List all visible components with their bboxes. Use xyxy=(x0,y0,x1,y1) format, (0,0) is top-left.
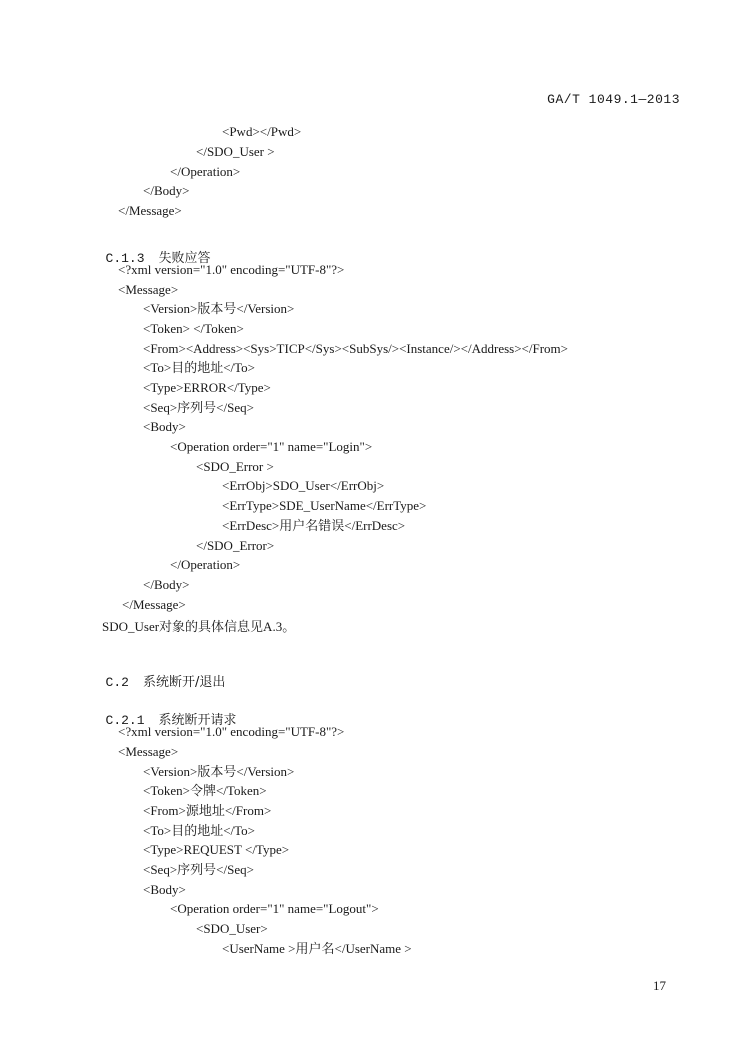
section-title: 系统断开/退出 xyxy=(142,675,226,690)
xml-line: <ErrType>SDE_UserName</ErrType> xyxy=(222,498,427,513)
xml-line: <Seq>序列号</Seq> xyxy=(143,862,254,877)
xml-line: </SDO_User > xyxy=(196,144,275,159)
xml-line: </Body> xyxy=(143,183,190,198)
xml-line: <To>目的地址</To> xyxy=(143,360,256,375)
xml-line: <Message> xyxy=(118,744,179,759)
xml-line: </Body> xyxy=(143,577,190,592)
xml-line: <Token> </Token> xyxy=(143,321,244,336)
xml-line: </Operation> xyxy=(170,164,241,179)
xml-line: <ErrObj>SDO_User</ErrObj> xyxy=(222,478,385,493)
xml-line: <Seq>序列号</Seq> xyxy=(143,400,254,415)
xml-line: <From><Address><Sys>TICP</Sys><SubSys/><Instance/></Address></From> xyxy=(143,341,568,356)
standard-code: GA/T 1049.1—2013 xyxy=(547,92,680,107)
xml-line: <Type>ERROR</Type> xyxy=(143,380,271,395)
section-title: 系统断开请求 xyxy=(158,713,237,728)
section-title: 失败应答 xyxy=(158,251,211,266)
section-number: C.1.3 xyxy=(105,251,145,266)
xml-line: <Message> xyxy=(118,282,179,297)
xml-line: <To>目的地址</To> xyxy=(143,823,256,838)
section-number: C.2 xyxy=(105,675,129,690)
xml-line: <Type>REQUEST </Type> xyxy=(143,842,290,857)
xml-line: <SDO_Error > xyxy=(196,459,274,474)
xml-line: <Token>令牌</Token> xyxy=(143,783,267,798)
note-text: SDO_User对象的具体信息见A.3。 xyxy=(102,619,296,634)
xml-line: <?xml version="1.0" encoding="UTF-8"?> xyxy=(118,724,345,739)
xml-line: <UserName >用户名</UserName > xyxy=(222,941,412,956)
xml-line: <From>源地址</From> xyxy=(143,803,272,818)
xml-line: <SDO_User> xyxy=(196,921,268,936)
xml-line: <Pwd></Pwd> xyxy=(222,124,302,139)
xml-line: </Message> xyxy=(122,597,186,612)
xml-line: </Operation> xyxy=(170,557,241,572)
xml-line: <Operation order="1" name="Logout"> xyxy=(170,901,379,916)
xml-line: <Body> xyxy=(143,419,186,434)
xml-line: </Message> xyxy=(118,203,182,218)
xml-line: <Operation order="1" name="Login"> xyxy=(170,439,373,454)
xml-line: <Body> xyxy=(143,882,186,897)
xml-line: <?xml version="1.0" encoding="UTF-8"?> xyxy=(118,262,345,277)
section-number: C.2.1 xyxy=(105,713,145,728)
xml-line: <ErrDesc>用户名错误</ErrDesc> xyxy=(222,518,406,533)
xml-line: </SDO_Error> xyxy=(196,538,275,553)
xml-line: <Version>版本号</Version> xyxy=(143,764,295,779)
page-number: 17 xyxy=(653,978,666,993)
xml-line: <Version>版本号</Version> xyxy=(143,301,295,316)
